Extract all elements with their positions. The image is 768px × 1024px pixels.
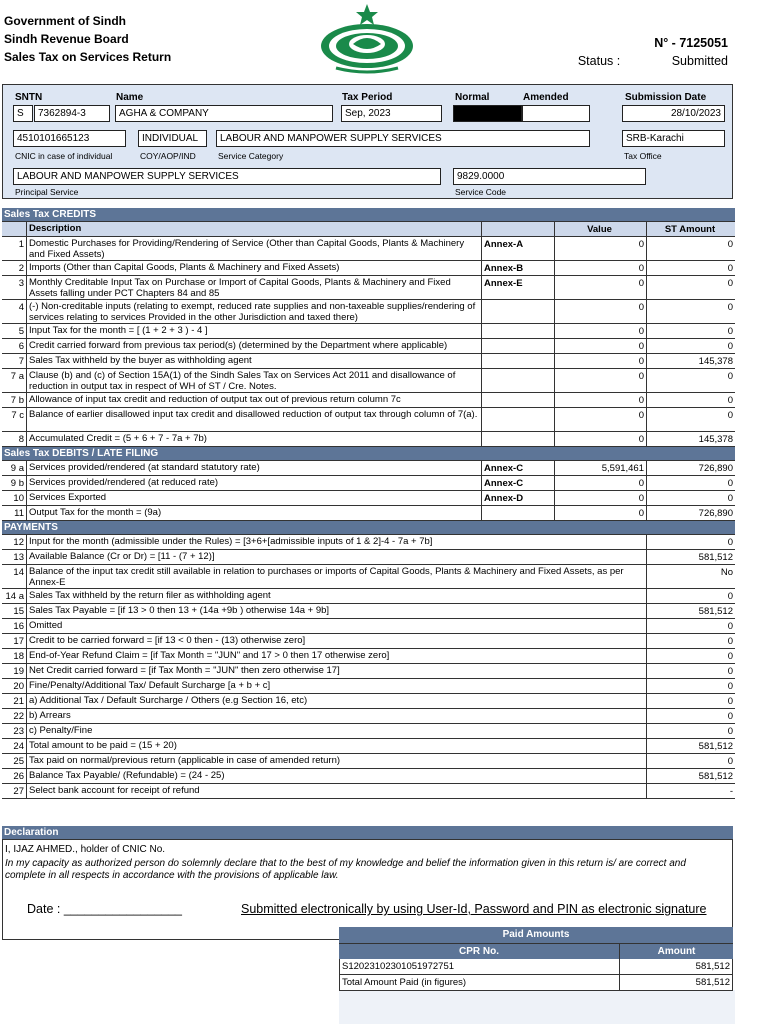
government-title: Government of Sindh [4, 14, 127, 28]
row-annex: Annex-A [482, 237, 555, 260]
paid-amounts-title: Paid Amounts [339, 927, 733, 943]
return-table [2, 208, 735, 799]
row-number: 14 a [2, 589, 27, 603]
table-row [2, 550, 735, 565]
service-category-field: LABOUR AND MANPOWER SUPPLY SERVICES [216, 130, 590, 147]
row-number: 11 [2, 506, 27, 520]
row-number: 18 [2, 649, 27, 663]
row-number: 14 [2, 565, 27, 588]
table-row [2, 679, 735, 694]
row-number: 27 [2, 784, 27, 798]
row-description: Accumulated Credit = (5 + 6 + 7 - 7a + 7b) [27, 432, 482, 446]
row-amount: 0 [647, 709, 735, 723]
header-title-block [4, 12, 171, 66]
coy-caption: COY/AOP/IND [140, 151, 196, 161]
table-row [2, 506, 735, 521]
row-st-amount: 0 [647, 491, 735, 505]
row-description: Net Credit carried forward = [if Tax Month = "JUN" then zero otherwise 17] [27, 664, 647, 678]
name-field: AGHA & COMPANY [115, 105, 333, 122]
row-description: Total amount to be paid = (15 + 20) [27, 739, 647, 753]
name-label: Name [116, 92, 144, 103]
row-number: 3 [2, 276, 27, 299]
table-row [2, 649, 735, 664]
row-number: 25 [2, 754, 27, 768]
row-description: Fine/Penalty/Additional Tax/ Default Surcharge [a + b + c] [27, 679, 647, 693]
row-description: Omitted [27, 619, 647, 633]
document-number: N° - 7125051 [654, 36, 728, 50]
row-number: 9 a [2, 461, 27, 475]
row-st-amount: 0 [647, 300, 735, 323]
row-value: 0 [555, 339, 647, 353]
row-description: Monthly Creditable Input Tax on Purchase or Import of Capital Goods, Plants & Machinery and Fixed Assets falling under PCT Chapters 84 and 85 [27, 276, 482, 299]
row-annex: Annex-C [482, 461, 555, 475]
row-description: Sales Tax Payable = [if 13 > 0 then 13 + (14a +9b ) otherwise 14a + 9b] [27, 604, 647, 618]
row-amount: 0 [647, 589, 735, 603]
row-st-amount: 726,890 [647, 506, 735, 520]
row-description: b) Arrears [27, 709, 647, 723]
status-block [578, 36, 728, 68]
table-row [2, 604, 735, 619]
total-paid-label: Total Amount Paid (in figures) [340, 975, 620, 990]
table-row [2, 408, 735, 432]
row-st-amount: 145,378 [647, 354, 735, 368]
st-amount-header: ST Amount [647, 222, 735, 236]
paid-total-row [339, 975, 733, 991]
submission-date-label: Submission Date [625, 92, 707, 103]
credits-body [2, 237, 735, 447]
sntn-field: 7362894-3 [34, 105, 110, 122]
submission-date-field: 28/10/2023 [622, 105, 725, 122]
row-st-amount: 0 [647, 237, 735, 260]
sindh-emblem-icon [318, 2, 416, 76]
row-annex [482, 506, 555, 520]
row-number: 24 [2, 739, 27, 753]
row-value: 0 [555, 408, 647, 431]
declaration-date: Date : _________________ [27, 902, 183, 916]
amount-header: Amount [657, 946, 696, 957]
tax-office-caption: Tax Office [624, 151, 662, 161]
table-row [2, 354, 735, 369]
table-row [2, 619, 735, 634]
row-value: 0 [555, 237, 647, 260]
row-description: Input Tax for the month = [ (1 + 2 + 3 ) - 4 ] [27, 324, 482, 338]
row-number: 26 [2, 769, 27, 783]
row-number: 7 c [2, 408, 27, 431]
row-value: 0 [555, 491, 647, 505]
row-st-amount: 0 [647, 408, 735, 431]
cpr-number: S12023102301051972751 [340, 959, 620, 974]
row-number: 5 [2, 324, 27, 338]
row-description: Credit carried forward from previous tax period(s) (determined by the Department where applicable) [27, 339, 482, 353]
tax-period-field: Sep, 2023 [341, 105, 442, 122]
payments-section-title: PAYMENTS [2, 521, 735, 535]
row-description: Output Tax for the month = (9a) [27, 506, 482, 520]
row-number: 23 [2, 724, 27, 738]
service-code-field: 9829.0000 [453, 168, 646, 185]
table-row [2, 535, 735, 550]
row-amount: 0 [647, 664, 735, 678]
table-row [2, 491, 735, 506]
row-description: Sales Tax withheld by the return filer as withholding agent [27, 589, 647, 603]
row-number: 8 [2, 432, 27, 446]
row-st-amount: 0 [647, 369, 735, 392]
sntn-prefix-field: S [13, 105, 33, 122]
debits-body [2, 461, 735, 521]
declarant-line: I, IJAZ AHMED., holder of CNIC No. [5, 844, 166, 855]
row-description: End-of-Year Refund Claim = [if Tax Month = "JUN" and 17 > 0 then 17 otherwise zero] [27, 649, 647, 663]
paid-area-shade [339, 990, 735, 1024]
row-value: 0 [555, 261, 647, 275]
taxpayer-info-panel [2, 84, 733, 199]
row-number: 2 [2, 261, 27, 275]
table-row [2, 754, 735, 769]
row-number: 7 [2, 354, 27, 368]
row-amount: 0 [647, 535, 735, 549]
sntn-label: SNTN [15, 92, 43, 103]
row-description: Clause (b) and (c) of Section 15A(1) of the Sindh Sales Tax on Services Act 2011 and disallowance of reduction in output tax in respect of WH of ST / Cre. Notes. [27, 369, 482, 392]
cnic-caption: CNIC in case of individual [15, 151, 113, 161]
row-number: 21 [2, 694, 27, 708]
row-st-amount: 0 [647, 261, 735, 275]
row-amount: 0 [647, 619, 735, 633]
amended-checkbox [522, 105, 590, 122]
table-row [2, 476, 735, 491]
normal-checkbox [453, 105, 522, 122]
row-number: 10 [2, 491, 27, 505]
row-number: 9 b [2, 476, 27, 490]
row-description: Services provided/rendered (at reduced rate) [27, 476, 482, 490]
service-code-caption: Service Code [455, 187, 507, 197]
cpr-header: CPR No. [339, 944, 620, 959]
row-st-amount: 0 [647, 324, 735, 338]
paid-amount: 581,512 [695, 961, 730, 972]
row-annex [482, 339, 555, 353]
row-description: Input for the month (admissible under the Rules) = [3+6+[admissible inputs of 1 & 2]-4 - 7a + 7b] [27, 535, 647, 549]
row-value: 0 [555, 354, 647, 368]
row-value: 0 [555, 369, 647, 392]
debits-section-title: Sales Tax DEBITS / LATE FILING [2, 447, 735, 461]
board-title: Sindh Revenue Board [4, 32, 129, 46]
coy-field: INDIVIDUAL [138, 130, 207, 147]
row-description: Balance of earlier disallowed input tax credit and disallowed reduction of output tax through column of 7(a). [27, 408, 482, 431]
row-annex [482, 354, 555, 368]
row-value: 0 [555, 476, 647, 490]
row-st-amount: 0 [647, 276, 735, 299]
payments-body [2, 535, 735, 799]
row-description: Available Balance (Cr or Dr) = [11 - (7 + 12)] [27, 550, 647, 564]
row-number: 7 a [2, 369, 27, 392]
table-row [2, 261, 735, 276]
row-description: c) Penalty/Fine [27, 724, 647, 738]
table-row [2, 784, 735, 799]
total-paid-amount: 581,512 [695, 977, 730, 988]
table-row [2, 276, 735, 300]
row-amount: No [647, 565, 735, 588]
row-amount: - [647, 784, 735, 798]
row-description: a) Additional Tax / Default Surcharge / Others (e.g Section 16, etc) [27, 694, 647, 708]
row-st-amount: 726,890 [647, 461, 735, 475]
row-amount: 0 [647, 694, 735, 708]
table-row [2, 739, 735, 754]
row-number: 20 [2, 679, 27, 693]
row-description: Balance Tax Payable/ (Refundable) = (24 - 25) [27, 769, 647, 783]
row-description: Sales Tax withheld by the buyer as withholding agent [27, 354, 482, 368]
row-annex: Annex-D [482, 491, 555, 505]
row-description: Domestic Purchases for Providing/Rendering of Service (Other than Capital Goods, Plants & Machinery and Fixed Assets) [27, 237, 482, 260]
table-row [2, 237, 735, 261]
row-number: 7 b [2, 393, 27, 407]
table-row [2, 769, 735, 784]
row-value: 0 [555, 300, 647, 323]
row-value: 0 [555, 432, 647, 446]
table-row [2, 565, 735, 589]
cnic-field: 4510101665123 [13, 130, 126, 147]
table-row [2, 634, 735, 649]
row-amount: 0 [647, 754, 735, 768]
row-description: Select bank account for receipt of refund [27, 784, 647, 798]
row-number: 1 [2, 237, 27, 260]
row-value: 0 [555, 324, 647, 338]
paid-row [339, 959, 733, 975]
status-value: Submitted [671, 54, 728, 68]
credits-section-title: Sales Tax CREDITS [2, 208, 735, 222]
paid-header-row [339, 943, 733, 959]
table-row [2, 709, 735, 724]
declaration-section [2, 826, 733, 940]
row-annex [482, 300, 555, 323]
value-header: Value [555, 222, 647, 236]
tax-office-field: SRB-Karachi [622, 130, 725, 147]
row-description: Imports (Other than Capital Goods, Plants & Machinery and Fixed Assets) [27, 261, 482, 275]
row-amount: 0 [647, 679, 735, 693]
row-annex [482, 432, 555, 446]
service-category-caption: Service Category [218, 151, 284, 161]
description-header: Description [27, 222, 482, 236]
row-annex: Annex-B [482, 261, 555, 275]
row-annex [482, 408, 555, 431]
row-number: 6 [2, 339, 27, 353]
row-annex: Annex-C [482, 476, 555, 490]
principal-service-field: LABOUR AND MANPOWER SUPPLY SERVICES [13, 168, 441, 185]
row-value: 0 [555, 393, 647, 407]
row-description: Tax paid on normal/previous return (applicable in case of amended return) [27, 754, 647, 768]
row-number: 19 [2, 664, 27, 678]
row-amount: 581,512 [647, 604, 735, 618]
row-annex [482, 369, 555, 392]
row-amount: 0 [647, 634, 735, 648]
row-amount: 581,512 [647, 769, 735, 783]
declaration-statement: In my capacity as authorized person do solemnly declare that to the best of my knowledge and belief the information given in this return is/ are correct and complete in all respects in accordance with the provisions of applicable law. [5, 858, 686, 881]
row-amount: 581,512 [647, 739, 735, 753]
row-number: 12 [2, 535, 27, 549]
row-number: 22 [2, 709, 27, 723]
row-st-amount: 145,378 [647, 432, 735, 446]
table-row [2, 589, 735, 604]
row-amount: 0 [647, 724, 735, 738]
table-row [2, 393, 735, 408]
row-number: 4 [2, 300, 27, 323]
row-number: 13 [2, 550, 27, 564]
table-row [2, 300, 735, 324]
row-description: (-) Non-creditable inputs (relating to exempt, reduced rate supplies and non-taxeable supplies/rendering of services relating to services Provided in the other Jurisdiction and taxed there) [27, 300, 482, 323]
row-description: Services provided/rendered (at standard statutory rate) [27, 461, 482, 475]
normal-label: Normal [455, 92, 490, 103]
table-row [2, 324, 735, 339]
row-number: 16 [2, 619, 27, 633]
declaration-title: Declaration [2, 826, 733, 840]
table-row [2, 724, 735, 739]
table-row [2, 694, 735, 709]
row-st-amount: 0 [647, 339, 735, 353]
return-title: Sales Tax on Services Return [4, 50, 172, 64]
table-row [2, 369, 735, 393]
paid-amounts-table [339, 927, 733, 991]
tax-period-label: Tax Period [342, 92, 393, 103]
electronic-signature-note: Submitted electronically by using User-Id, Password and PIN as electronic signature [241, 902, 707, 916]
row-description: Credit to be carried forward = [if 13 < 0 then - (13) otherwise zero] [27, 634, 647, 648]
row-amount: 581,512 [647, 550, 735, 564]
row-st-amount: 0 [647, 393, 735, 407]
row-description: Balance of the input tax credit still available in relation to purchases or imports of Capital Goods, Plants & Machinery and Fixed Assets, as per Annex-E [27, 565, 647, 588]
row-value: 0 [555, 276, 647, 299]
principal-service-caption: Principal Service [15, 187, 79, 197]
row-number: 15 [2, 604, 27, 618]
row-value: 5,591,461 [555, 461, 647, 475]
row-annex [482, 393, 555, 407]
table-row [2, 432, 735, 447]
row-annex [482, 324, 555, 338]
row-description: Services Exported [27, 491, 482, 505]
row-description: Allowance of input tax credit and reduction of output tax out of previous return column 7c [27, 393, 482, 407]
credits-header-row [2, 222, 735, 237]
row-number: 17 [2, 634, 27, 648]
table-row [2, 461, 735, 476]
amended-label: Amended [523, 92, 569, 103]
table-row [2, 664, 735, 679]
row-amount: 0 [647, 649, 735, 663]
row-st-amount: 0 [647, 476, 735, 490]
row-annex: Annex-E [482, 276, 555, 299]
status-label: Status : [577, 54, 621, 68]
table-row [2, 339, 735, 354]
row-value: 0 [555, 506, 647, 520]
